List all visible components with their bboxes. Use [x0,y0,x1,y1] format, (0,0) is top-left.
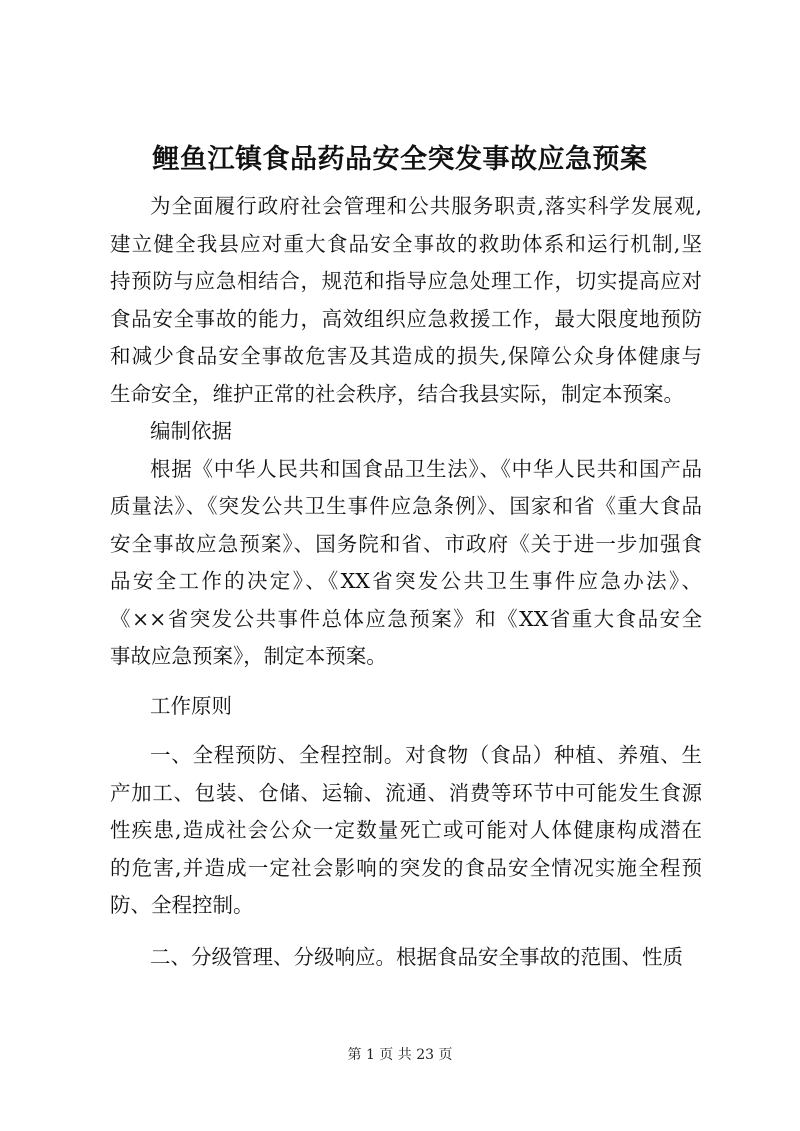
document-body [110,188,702,976]
text-line: 《××省突发公共事件总体应急预案》和《XX省重大食品安全 [110,606,702,631]
section-heading-principles [110,688,702,726]
text-line: 生命安全，维护正常的社会秩序，结合我县实际，制定本预案。 [110,381,684,406]
text-line: 食品安全事故的能力，高效组织应急救援工作，最大限度地预防 [110,306,702,331]
paragraph-basis [110,451,702,676]
text-line: 质量法》、《突发公共卫生事件应急条例》、国家和省《重大食品 [110,494,702,518]
paragraph-principle-two [110,939,702,977]
paragraph-principle-one [110,737,702,925]
text-line: 一、全程预防、全程控制。对食物（食品）种植、养殖、生 [150,743,702,767]
text-line: 二、分级管理、分级响应。根据食品安全事故的范围、性质 [150,944,683,969]
text-line: 持预防与应急相结合，规范和指导应急处理工作，切实提高应对 [110,269,702,293]
paragraph-intro [110,188,702,413]
text-line: 防、全程控制。 [110,893,254,917]
text-line: 建立健全我县应对重大食品安全事故的救助体系和运行机制,坚 [110,231,702,256]
section-heading: 工作原则 [150,693,232,718]
text-line: 根据《中华人民共和国食品卫生法》、《中华人民共和国产品 [150,456,702,481]
text-line: 和减少食品安全事故危害及其造成的损失,保障公众身体健康与 [110,344,702,368]
text-line: 安全事故应急预案》、国务院和省、市政府《关于进一步加强食 [110,531,702,556]
text-line: 品安全工作的决定》、《XX省突发公共卫生事件应急办法》、 [110,569,702,593]
text-line: 为全面履行政府社会管理和公共服务职责,落实科学发展观, [150,194,702,218]
text-line: 的危害,并造成一定社会影响的突发的食品安全情况实施全程预 [110,855,702,880]
text-line: 产加工、包装、仓储、运输、流通、消费等环节中可能发生食源 [110,780,702,805]
document-title: 鲤鱼江镇食品药品安全突发事故应急预案 [152,144,648,175]
text-line: 事故应急预案》，制定本预案。 [110,644,387,668]
page-footer: 第 1 页 共 23 页 [347,1047,453,1063]
section-heading-basis [110,413,702,451]
text-line: 性疾患,造成社会公众一定数量死亡或可能对人体健康构成潜在 [110,818,702,842]
section-heading: 编制依据 [150,419,232,443]
